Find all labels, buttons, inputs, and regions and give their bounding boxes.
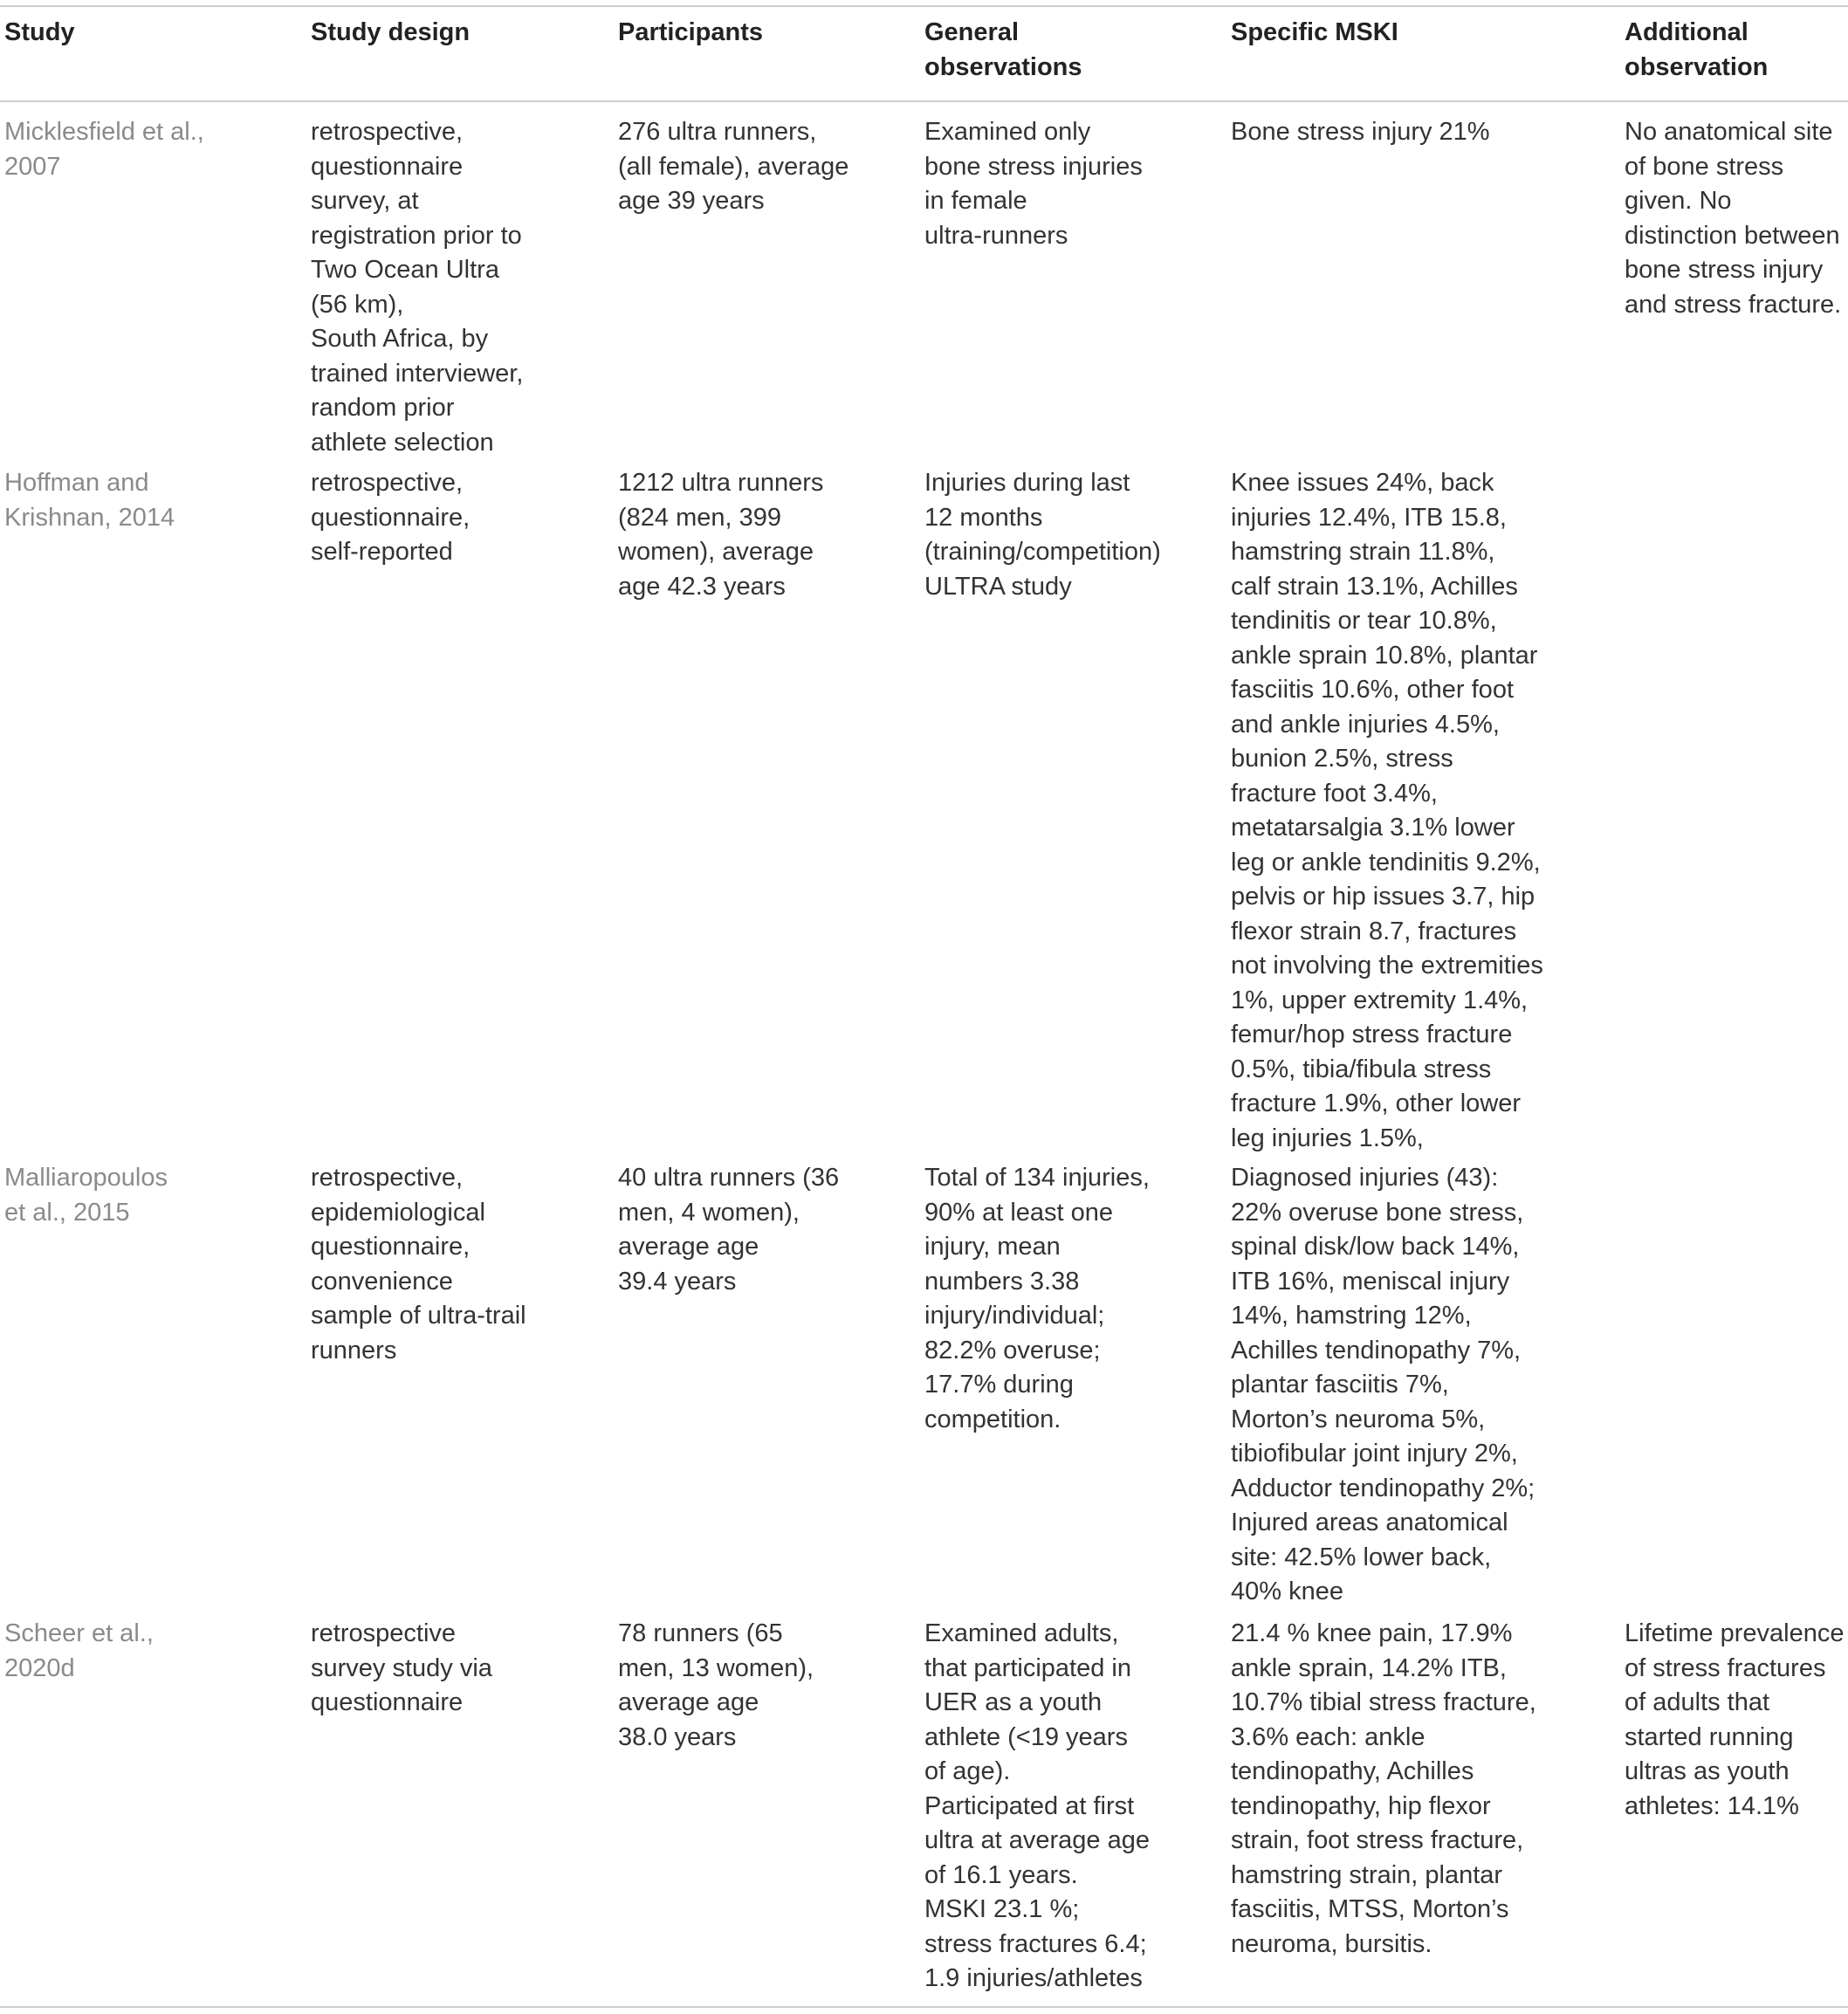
cell-study-design: retrospective, questionnaire, self-reported <box>311 469 471 566</box>
header-specific-mski: Specific MSKI <box>1231 18 1398 46</box>
header-additional-observation: Additional observation <box>1625 18 1769 81</box>
header-study: Study <box>4 18 75 46</box>
cell-general-observations: Total of 134 injuries, 90% at least one injury, mean numbers 3.38 injury/individual; 82.2% overuse; 17.7% during competition. <box>924 1164 1150 1433</box>
header-participants: Participants <box>618 18 763 46</box>
cell-additional-observation: Lifetime prevalence of stress fractures of adults that started running ultras as youth athletes: 14.1% <box>1625 1619 1845 1820</box>
cell-general-observations: Examined only bone stress injuries in female ultra-runners <box>924 118 1143 250</box>
cell-study-design: retrospective, epidemiological questionnaire, convenience sample of ultra-trail runners <box>311 1164 526 1364</box>
cell-specific-mski: 21.4 % knee pain, 17.9% ankle sprain, 14.2% ITB, 10.7% tibial stress fracture, 3.6% each: ankle tendinopathy, Achilles tendinopathy, hip flexor strain, foot stress fracture, hamstring strain, plantar fasciitis, MTSS, Morton’s neuroma, bursitis. <box>1231 1619 1536 1958</box>
cell-participants: 40 ultra runners (36 men, 4 women), average age 39.4 years <box>618 1164 840 1296</box>
cell-participants: 276 ultra runners, (all female), average age 39 years <box>618 118 849 215</box>
cell-study: Malliaropoulos et al., 2015 <box>4 1164 168 1227</box>
header-bottom-rule <box>0 100 1848 102</box>
cell-study: Scheer et al., 2020d <box>4 1619 154 1682</box>
header-general-observations: General observations <box>924 18 1082 81</box>
cell-specific-mski: Knee issues 24%, back injuries 12.4%, ITB 15.8, hamstring strain 11.8%, calf strain 13.1%, Achilles tendinitis or tear 10.8%, ankle sprain 10.8%, plantar fasciitis 10.6%, other foot and ankle injuries 4.5%, bunion 2.5%, stress fracture foot 3.4%, metatarsalgia 3.1% lower leg or ankle tendinitis 9.2%, pelvis or hip issues 3.7, hip flexor strain 8.7, fractures not involving the extremities 1%, upper extremity 1.4%, femur/hop stress fracture 0.5%, tibia/fibula stress fracture 1.9%, other lower leg injuries 1.5%, <box>1231 469 1543 1152</box>
cell-general-observations: Examined adults, that participated in UER as a youth athlete (<19 years of age). Participated at first ultra at average age of 16.1 years. MSKI 23.1 %; stress fractures 6.4; 1.9 injuries/athletes <box>924 1619 1150 1992</box>
table-top-rule <box>0 5 1848 7</box>
cell-specific-mski: Bone stress injury 21% <box>1231 118 1490 146</box>
cell-study: Micklesfield et al., 2007 <box>4 118 204 181</box>
cell-study-design: retrospective, questionnaire survey, at registration prior to Two Ocean Ultra (56 km), South Africa, by trained interviewer, random prior athlete selection <box>311 118 524 457</box>
cell-study-design: retrospective survey study via questionnaire <box>311 1619 492 1716</box>
cell-participants: 1212 ultra runners (824 men, 399 women), average age 42.3 years <box>618 469 824 601</box>
cell-specific-mski: Diagnosed injuries (43): 22% overuse bone stress, spinal disk/low back 14%, ITB 16%, meniscal injury 14%, hamstring 12%, Achilles tendinopathy 7%, plantar fasciitis 7%, Morton’s neuroma 5%, tibiofibular joint injury 2%, Adductor tendinopathy 2%; Injured areas anatomical site: 42.5% lower back, 40% knee <box>1231 1164 1535 1605</box>
header-study-design: Study design <box>311 18 471 46</box>
cell-study: Hoffman and Krishnan, 2014 <box>4 469 175 532</box>
cell-participants: 78 runners (65 men, 13 women), average age 38.0 years <box>618 1619 814 1751</box>
cell-additional-observation: No anatomical site of bone stress given. No distinction between bone stress injury and stress fracture. <box>1625 118 1842 319</box>
cell-general-observations: Injuries during last 12 months (training/competition) ULTRA study <box>924 469 1161 601</box>
table-bottom-rule <box>0 2006 1848 2008</box>
